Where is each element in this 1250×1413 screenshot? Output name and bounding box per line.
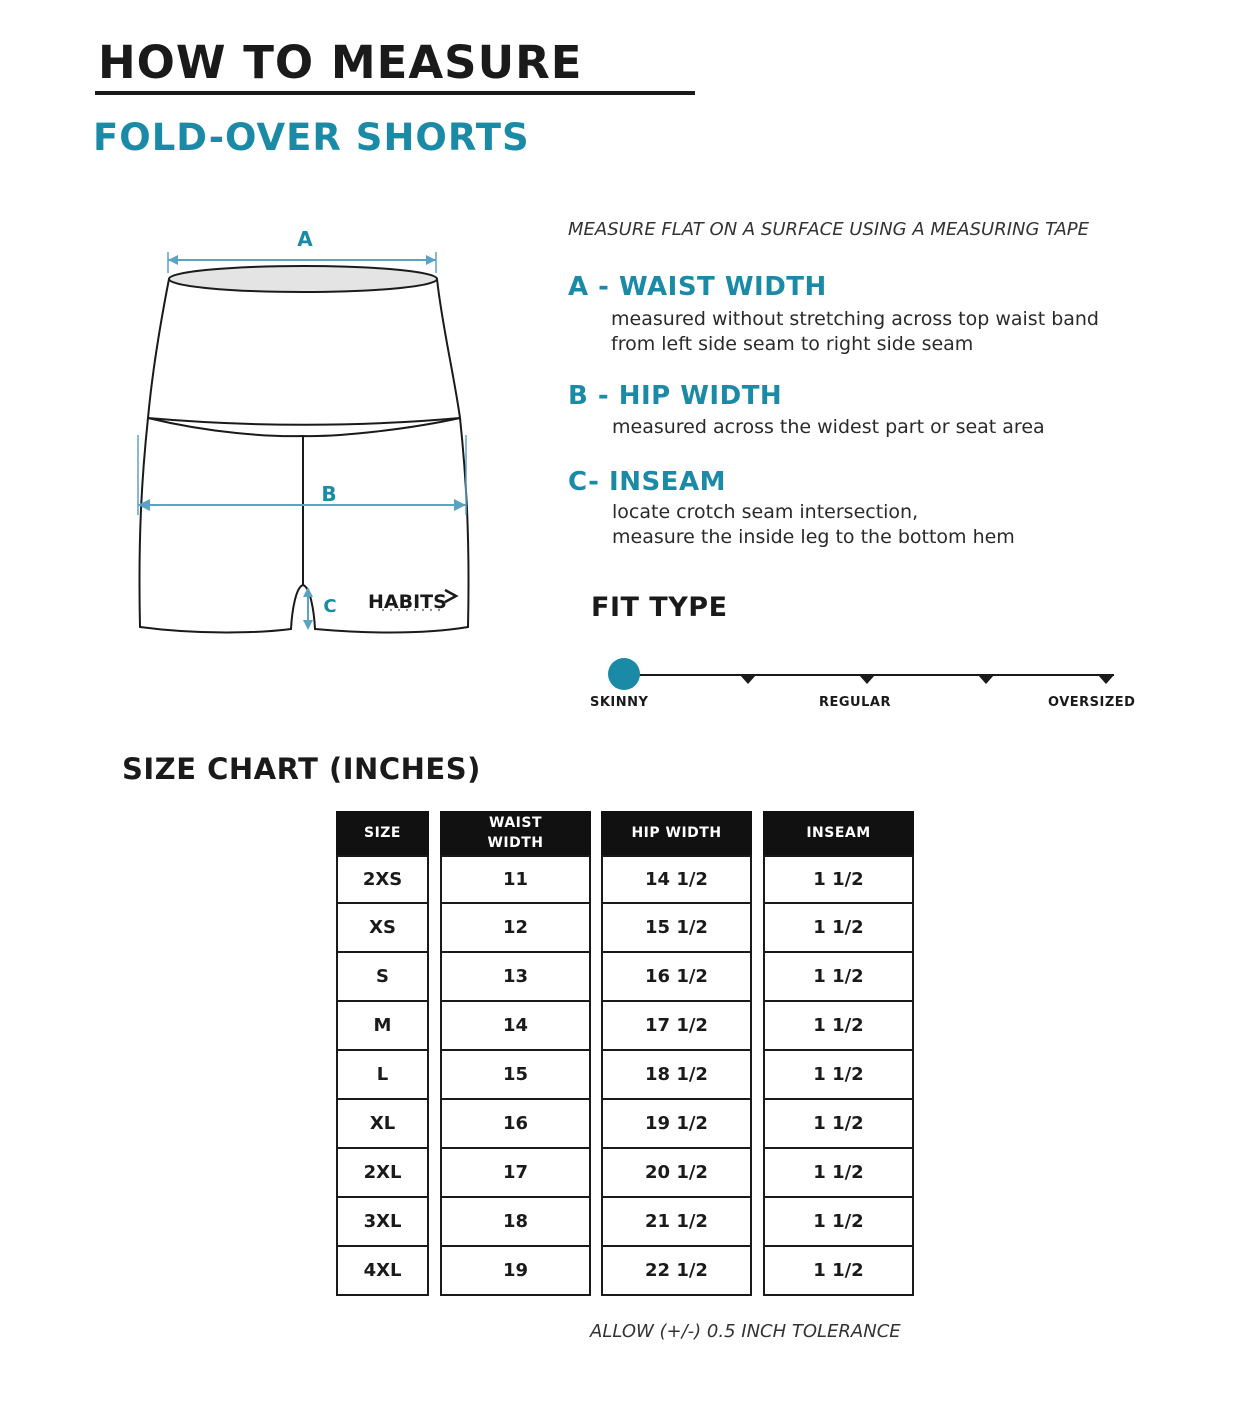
size-chart-title: SIZE CHART (INCHES) [122, 752, 481, 786]
table-cell-waist: 15 [440, 1051, 591, 1100]
table-cell-inseam: 1 1/2 [763, 953, 914, 1002]
waist-column [440, 811, 591, 1296]
waistband-outline [148, 279, 460, 425]
table-cell-hip: 19 1/2 [601, 1100, 752, 1149]
table-cell-size: 3XL [336, 1198, 429, 1247]
table-cell-size: L [336, 1051, 429, 1100]
size-header: SIZE [336, 811, 429, 855]
habits-logo [368, 590, 456, 613]
table-cell-waist: 12 [440, 904, 591, 953]
waistband-opening [169, 266, 437, 292]
table-cell-inseam: 1 1/2 [763, 904, 914, 953]
title-underline [95, 91, 695, 95]
table-cell-hip: 20 1/2 [601, 1149, 752, 1198]
tolerance-note: ALLOW (+/-) 0.5 INCH TOLERANCE [590, 1321, 901, 1342]
page-title: HOW TO MEASURE [98, 36, 583, 89]
fit-label-regular: REGULAR [819, 695, 891, 710]
table-cell-inseam: 1 1/2 [763, 1100, 914, 1149]
table-cell-waist: 11 [440, 855, 591, 904]
waist-width-description: measured without stretching across top waist band from left side seam to right side seam [611, 308, 1099, 355]
table-cell-waist: 18 [440, 1198, 591, 1247]
waist-header: WAIST WIDTH [440, 811, 591, 855]
table-cell-hip: 18 1/2 [601, 1051, 752, 1100]
table-cell-hip: 15 1/2 [601, 904, 752, 953]
table-cell-size: XL [336, 1100, 429, 1149]
table-cell-inseam: 1 1/2 [763, 1247, 914, 1296]
table-cell-hip: 16 1/2 [601, 953, 752, 1002]
table-cell-waist: 16 [440, 1100, 591, 1149]
table-cell-waist: 19 [440, 1247, 591, 1296]
table-cell-size: S [336, 953, 429, 1002]
table-cell-inseam: 1 1/2 [763, 1149, 914, 1198]
table-cell-hip: 17 1/2 [601, 1002, 752, 1051]
table-cell-size: 2XL [336, 1149, 429, 1198]
label-b: B [321, 482, 337, 506]
product-title: FOLD-OVER SHORTS [93, 116, 530, 159]
table-cell-hip: 21 1/2 [601, 1198, 752, 1247]
hip-width-heading: B - HIP WIDTH [568, 381, 783, 411]
fit-label-skinny: SKINNY [590, 695, 649, 710]
table-cell-inseam: 1 1/2 [763, 855, 914, 904]
hip-column [601, 811, 752, 1296]
table-cell-hip: 14 1/2 [601, 855, 752, 904]
table-cell-waist: 14 [440, 1002, 591, 1051]
table-cell-waist: 17 [440, 1149, 591, 1198]
inseam-header: INSEAM [763, 811, 914, 855]
fit-type-scale [580, 650, 1140, 700]
table-cell-waist: 13 [440, 953, 591, 1002]
inseam-measure-line [303, 587, 313, 630]
inseam-heading: C- INSEAM [568, 467, 726, 497]
table-cell-size: 4XL [336, 1247, 429, 1296]
label-a: A [297, 227, 313, 251]
fit-tick-2 [859, 675, 875, 684]
table-cell-size: XS [336, 904, 429, 953]
table-cell-inseam: 1 1/2 [763, 1002, 914, 1051]
fit-tick-4 [1098, 675, 1114, 684]
table-cell-hip: 22 1/2 [601, 1247, 752, 1296]
size-column [336, 811, 429, 1296]
inseam-column [763, 811, 914, 1296]
table-cell-size: M [336, 1002, 429, 1051]
fit-type-title: FIT TYPE [591, 592, 728, 623]
hip-width-description: measured across the widest part or seat area [612, 416, 1045, 438]
table-cell-inseam: 1 1/2 [763, 1051, 914, 1100]
table-cell-size: 2XS [336, 855, 429, 904]
fit-tick-3 [978, 675, 994, 684]
label-c: C [323, 596, 337, 617]
inseam-description: locate crotch seam intersection, measure the inside leg to the bottom hem [612, 501, 1015, 548]
table-cell-inseam: 1 1/2 [763, 1198, 914, 1247]
fit-label-oversized: OVERSIZED [1048, 695, 1136, 710]
fit-selected-marker [608, 658, 640, 690]
shorts-diagram [120, 215, 480, 645]
waist-width-heading: A - WAIST WIDTH [568, 272, 827, 302]
hip-header: HIP WIDTH [601, 811, 752, 855]
measure-intro: MEASURE FLAT ON A SURFACE USING A MEASURING TAPE [568, 219, 1090, 240]
svg-text:HABITS: HABITS [368, 591, 447, 613]
fit-tick-1 [740, 675, 756, 684]
